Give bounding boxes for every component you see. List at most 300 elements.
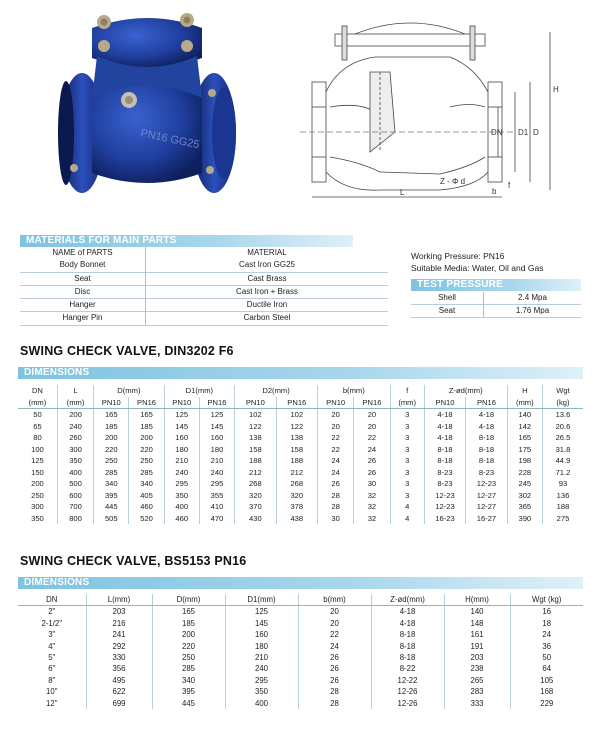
- bs-cell: 356: [86, 663, 152, 674]
- din-cell: 22: [354, 432, 390, 444]
- din-cell: 4: [390, 513, 424, 525]
- din-cell: 188: [556, 502, 570, 511]
- din-subheader-cell: PN10: [318, 397, 354, 409]
- din-subheader-cell: PN16: [199, 397, 234, 409]
- din-cell: 210: [164, 455, 199, 467]
- din-cell: 220: [129, 444, 164, 456]
- bs-cell: 220: [152, 641, 225, 652]
- din-cell: 32: [354, 501, 390, 513]
- bs-cell: 24: [298, 641, 371, 652]
- din-cell: 140: [507, 409, 542, 421]
- din-header-cell: H: [507, 385, 542, 397]
- material-value: Cast Iron + Brass: [146, 285, 389, 298]
- bs-cell: 6": [18, 663, 86, 674]
- material-value: Carbon Steel: [146, 312, 389, 325]
- bs-cell: 4-18: [371, 606, 444, 618]
- bs-table-row: [18, 663, 583, 674]
- din-table-row: [18, 478, 583, 490]
- din-title: SWING CHECK VALVE, DIN3202 F6: [20, 344, 234, 358]
- bs-cell: 445: [152, 698, 225, 709]
- bs-header-cell: Wgt (kg): [510, 594, 583, 606]
- din-cell: 200: [57, 409, 93, 421]
- bs-cell: 295: [225, 675, 298, 686]
- din-cell: 8-23: [466, 467, 507, 479]
- din-cell: 26: [354, 467, 390, 479]
- din-cell: 8-18: [424, 455, 465, 467]
- bs-cell: 283: [444, 686, 510, 697]
- bs-table: [18, 594, 583, 709]
- din-subheader-cell: PN16: [466, 397, 507, 409]
- materials-header: MATERIALS FOR MAIN PARTS: [20, 235, 353, 247]
- bs-table-row: [18, 686, 583, 697]
- din-cell: 260: [57, 432, 93, 444]
- bs-cell: 229: [540, 698, 554, 708]
- din-table-row: [18, 444, 583, 456]
- din-header-cell: L: [57, 385, 93, 397]
- bs-cell: 125: [225, 606, 298, 618]
- din-cell: 188: [235, 455, 276, 467]
- bs-cell: 495: [86, 675, 152, 686]
- din-cell: 12-23: [466, 478, 507, 490]
- din-cell: 4-18: [424, 421, 465, 433]
- bs-cell: 145: [225, 618, 298, 629]
- suitable-media: Suitable Media: Water, Oil and Gas: [411, 263, 544, 273]
- din-cell: 175: [507, 444, 542, 456]
- bs-cell: 333: [444, 698, 510, 709]
- test-name: Shell: [411, 292, 484, 305]
- din-cell: 4: [390, 501, 424, 513]
- bs-cell: 292: [86, 641, 152, 652]
- bs-cell: 340: [152, 675, 225, 686]
- din-cell: 136: [556, 490, 570, 500]
- bs-dimensions-header: DIMENSIONS: [18, 577, 583, 589]
- din-cell: 600: [57, 490, 93, 502]
- test-value: 1.76 Mpa: [484, 305, 582, 318]
- din-cell: 26: [354, 455, 390, 467]
- bs-cell: 12-22: [371, 675, 444, 686]
- din-cell: 4-18: [424, 409, 465, 421]
- din-cell: 268: [235, 478, 276, 490]
- din-cell: 340: [129, 478, 164, 490]
- test-pressure-header: TEST PRESSURE: [411, 279, 581, 291]
- bs-cell: 622: [86, 686, 152, 697]
- din-header-cell: DN: [18, 385, 57, 397]
- bs-table-row: [18, 641, 583, 652]
- din-cell: 460: [129, 501, 164, 513]
- din-cell: 275: [556, 513, 570, 523]
- din-cell: 400: [57, 467, 93, 479]
- dim-label-D1: D1: [518, 128, 529, 137]
- din-cell: 350: [18, 513, 57, 525]
- din-cell: 165: [94, 409, 129, 421]
- din-cell: 93: [558, 479, 568, 488]
- din-cell: 3: [390, 444, 424, 456]
- din-cell: 210: [199, 455, 234, 467]
- materials-row: [20, 272, 388, 285]
- bs-cell: 20: [298, 606, 371, 618]
- din-subheader-cell: PN10: [94, 397, 129, 409]
- din-cell: 8-23: [424, 467, 465, 479]
- bs-cell: 4": [18, 641, 86, 652]
- din-cell: 4-18: [466, 421, 507, 433]
- bs-cell: 28: [298, 698, 371, 709]
- din-cell: 302: [507, 490, 542, 502]
- din-cell: 300: [18, 501, 57, 513]
- test-pressure-row: [411, 292, 581, 305]
- din-cell: 30: [318, 513, 354, 525]
- din-table-row: [18, 432, 583, 444]
- din-subheader-cell: PN10: [424, 397, 465, 409]
- bs-cell: 350: [225, 686, 298, 697]
- din-table-row: [18, 421, 583, 433]
- din-cell: 8-23: [424, 478, 465, 490]
- bs-cell: 8-18: [371, 629, 444, 640]
- test-name: Seat: [411, 305, 484, 318]
- din-cell: 28: [318, 490, 354, 502]
- bs-cell: 8-18: [371, 652, 444, 663]
- materials-row: [20, 285, 388, 298]
- din-subheader-cell: (mm): [390, 397, 424, 409]
- din-cell: 370: [235, 501, 276, 513]
- bs-header-cell: D(mm): [152, 594, 225, 606]
- din-cell: 125: [18, 455, 57, 467]
- bs-table-row: [18, 618, 583, 629]
- din-cell: 505: [94, 513, 129, 525]
- din-cell: 100: [18, 444, 57, 456]
- body-marking: PN16 GG25: [139, 127, 201, 152]
- materials-col-part: NAME of PARTS: [20, 247, 146, 259]
- din-cell: 185: [94, 421, 129, 433]
- bs-cell: 240: [225, 663, 298, 674]
- din-subheader-cell: (mm): [507, 397, 542, 409]
- din-cell: 3: [390, 490, 424, 502]
- bs-header-cell: H(mm): [444, 594, 510, 606]
- din-cell: 445: [94, 501, 129, 513]
- din-cell: 240: [199, 467, 234, 479]
- material-part-name: Hanger: [20, 299, 146, 312]
- din-cell: 80: [18, 432, 57, 444]
- bs-cell: 4-18: [371, 618, 444, 629]
- din-header-cell: D1(mm): [164, 385, 234, 397]
- bs-header-cell: D1(mm): [225, 594, 298, 606]
- din-cell: 4-18: [466, 409, 507, 421]
- bs-cell: 8-22: [371, 663, 444, 674]
- bs-cell: 210: [225, 652, 298, 663]
- din-subheader-cell: (mm): [18, 397, 57, 409]
- din-cell: 145: [164, 421, 199, 433]
- test-pressure-row: [411, 305, 581, 318]
- bs-cell: 191: [444, 641, 510, 652]
- bs-cell: 203: [86, 606, 152, 618]
- din-cell: 16-27: [466, 513, 507, 525]
- din-cell: 8-18: [466, 444, 507, 456]
- din-cell: 31.8: [555, 444, 571, 454]
- din-cell: 44.9: [555, 456, 571, 465]
- din-cell: 165: [507, 432, 542, 444]
- bs-cell: 168: [540, 687, 554, 697]
- din-cell: 138: [235, 432, 276, 444]
- din-cell: 240: [57, 421, 93, 433]
- material-part-name: Disc: [20, 285, 146, 298]
- din-subheader-cell: PN16: [129, 397, 164, 409]
- bs-table-row: [18, 629, 583, 640]
- din-cell: 185: [129, 421, 164, 433]
- din-cell: 198: [507, 455, 542, 467]
- din-cell: 200: [94, 432, 129, 444]
- bs-cell: 395: [152, 686, 225, 697]
- bs-cell: 36: [542, 641, 552, 651]
- din-cell: 180: [164, 444, 199, 456]
- din-table-row: [18, 490, 583, 502]
- din-cell: 365: [507, 501, 542, 513]
- bs-cell: 3": [18, 629, 86, 640]
- din-cell: 8-18: [466, 432, 507, 444]
- din-cell: 350: [164, 490, 199, 502]
- working-pressure: Working Pressure: PN16: [411, 251, 505, 261]
- bs-cell: 26: [298, 652, 371, 663]
- din-cell: 245: [507, 478, 542, 490]
- din-cell: 22: [318, 444, 354, 456]
- bs-cell: 12": [18, 698, 86, 709]
- din-cell: 30: [354, 478, 390, 490]
- din-cell: 212: [235, 467, 276, 479]
- dim-label-H: H: [553, 85, 559, 94]
- din-cell: 3: [390, 478, 424, 490]
- din-cell: 520: [129, 513, 164, 525]
- din-cell: 150: [18, 467, 57, 479]
- din-subheader-cell: PN16: [354, 397, 390, 409]
- bs-cell: 5": [18, 652, 86, 663]
- din-cell: 390: [507, 513, 542, 525]
- din-cell: 26: [318, 478, 354, 490]
- bs-table-row: [18, 675, 583, 686]
- bs-table-row: [18, 606, 583, 618]
- din-cell: 355: [199, 490, 234, 502]
- din-dimensions-header: DIMENSIONS: [18, 367, 583, 379]
- din-cell: 142: [507, 421, 542, 433]
- bs-header-cell: L(mm): [86, 594, 152, 606]
- materials-row: [20, 299, 388, 312]
- din-cell: 165: [129, 409, 164, 421]
- din-cell: 320: [276, 490, 317, 502]
- materials-col-material: MATERIAL: [247, 248, 287, 257]
- din-cell: 250: [129, 455, 164, 467]
- bs-cell: 238: [444, 663, 510, 674]
- bs-cell: 8-18: [371, 641, 444, 652]
- din-cell: 3: [390, 432, 424, 444]
- din-cell: 32: [354, 490, 390, 502]
- din-cell: 285: [94, 467, 129, 479]
- din-cell: 8-18: [424, 444, 465, 456]
- bs-table-row: [18, 652, 583, 663]
- din-cell: 32: [354, 513, 390, 525]
- din-cell: 16-23: [424, 513, 465, 525]
- bs-title: SWING CHECK VALVE, BS5153 PN16: [20, 554, 247, 568]
- bs-cell: 185: [152, 618, 225, 629]
- din-cell: 250: [94, 455, 129, 467]
- din-header-cell: Z-ød(mm): [424, 385, 507, 397]
- din-cell: 350: [57, 455, 93, 467]
- din-cell: 122: [235, 421, 276, 433]
- bs-header-cell: Z-ød(mm): [371, 594, 444, 606]
- din-cell: 800: [57, 513, 93, 525]
- din-cell: 295: [199, 478, 234, 490]
- din-cell: 20: [318, 421, 354, 433]
- bs-cell: 20: [298, 618, 371, 629]
- din-cell: 400: [164, 501, 199, 513]
- material-part-name: Hanger Pin: [20, 312, 146, 325]
- dim-label-D: D: [533, 128, 539, 137]
- din-cell: 240: [164, 467, 199, 479]
- din-cell: 300: [57, 444, 93, 456]
- din-cell: 138: [276, 432, 317, 444]
- bs-header-cell: DN: [18, 594, 86, 606]
- bs-cell: 22: [298, 629, 371, 640]
- dim-label-b: b: [492, 187, 497, 196]
- din-table-row: [18, 513, 583, 525]
- din-cell: 3: [390, 409, 424, 421]
- test-value: 2.4 Mpa: [484, 292, 582, 305]
- din-cell: 145: [199, 421, 234, 433]
- din-cell: 20: [354, 409, 390, 421]
- din-cell: 160: [199, 432, 234, 444]
- din-header-cell: b(mm): [318, 385, 391, 397]
- din-cell: 180: [199, 444, 234, 456]
- din-cell: 4-18: [424, 432, 465, 444]
- din-cell: 3: [390, 421, 424, 433]
- din-cell: 320: [235, 490, 276, 502]
- din-cell: 20: [318, 409, 354, 421]
- bs-cell: 12-26: [371, 686, 444, 697]
- bs-cell: 26: [298, 663, 371, 674]
- din-cell: 24: [318, 455, 354, 467]
- din-cell: 160: [164, 432, 199, 444]
- bs-cell: 16: [542, 607, 552, 617]
- din-cell: 228: [507, 467, 542, 479]
- bs-cell: 2-1/2": [18, 618, 86, 629]
- bs-cell: 160: [225, 629, 298, 640]
- din-cell: 122: [276, 421, 317, 433]
- din-cell: 102: [276, 409, 317, 421]
- materials-row: [20, 259, 388, 272]
- material-value: Cast Brass: [146, 272, 389, 285]
- din-header-cell: D(mm): [94, 385, 164, 397]
- din-cell: 22: [318, 432, 354, 444]
- din-cell: 700: [57, 501, 93, 513]
- din-cell: 13.6: [555, 410, 571, 419]
- din-cell: 12-27: [466, 501, 507, 513]
- bs-cell: 12-26: [371, 698, 444, 709]
- din-cell: 102: [235, 409, 276, 421]
- material-value: Cast Iron GG25: [146, 259, 389, 272]
- bs-cell: 216: [86, 618, 152, 629]
- bs-cell: 180: [225, 641, 298, 652]
- din-table-row: [18, 455, 583, 467]
- din-cell: 268: [276, 478, 317, 490]
- din-subheader-cell: PN10: [164, 397, 199, 409]
- bs-cell: 26: [298, 675, 371, 686]
- bs-cell: 24: [542, 630, 552, 640]
- bs-cell: 148: [444, 618, 510, 629]
- din-cell: 71.2: [555, 467, 571, 477]
- bs-table-row: [18, 698, 583, 709]
- bs-cell: 285: [152, 663, 225, 674]
- din-table-row: [18, 501, 583, 513]
- din-header-cell: Wgt: [556, 386, 570, 395]
- din-cell: 125: [199, 409, 234, 421]
- din-cell: 500: [57, 478, 93, 490]
- din-cell: 12-27: [466, 490, 507, 502]
- din-table-row: [18, 467, 583, 479]
- din-cell: 3: [390, 467, 424, 479]
- bs-cell: 265: [444, 675, 510, 686]
- din-cell: 410: [199, 501, 234, 513]
- dim-label-L: L: [400, 188, 405, 197]
- bs-cell: 28: [298, 686, 371, 697]
- din-cell: 395: [94, 490, 129, 502]
- din-cell: 125: [164, 409, 199, 421]
- din-cell: 285: [129, 467, 164, 479]
- bs-cell: 140: [444, 606, 510, 618]
- din-subheader-cell: (kg): [542, 397, 583, 409]
- din-cell: 24: [354, 444, 390, 456]
- bs-cell: 18: [542, 618, 552, 628]
- bs-cell: 8": [18, 675, 86, 686]
- materials-table: [20, 247, 388, 326]
- test-pressure-table: [411, 292, 581, 318]
- din-cell: 158: [235, 444, 276, 456]
- din-header-cell: D2(mm): [235, 385, 318, 397]
- bs-cell: 400: [225, 698, 298, 709]
- din-cell: 200: [129, 432, 164, 444]
- materials-row: [20, 312, 388, 325]
- din-cell: 158: [276, 444, 317, 456]
- bs-cell: 105: [540, 675, 554, 685]
- bs-cell: 165: [152, 606, 225, 618]
- bs-cell: 10": [18, 686, 86, 697]
- bs-cell: 2": [18, 606, 86, 618]
- din-cell: 200: [18, 478, 57, 490]
- din-cell: 250: [18, 490, 57, 502]
- din-cell: 470: [199, 513, 234, 525]
- dim-label-zd: Z - Φ d: [440, 177, 466, 186]
- din-cell: 24: [318, 467, 354, 479]
- din-cell: 3: [390, 455, 424, 467]
- dim-label-DN: DN: [491, 128, 503, 137]
- din-cell: 340: [94, 478, 129, 490]
- din-table: [18, 385, 583, 524]
- din-cell: 8-18: [466, 455, 507, 467]
- din-cell: 212: [276, 467, 317, 479]
- bs-cell: 203: [444, 652, 510, 663]
- din-cell: 430: [235, 513, 276, 525]
- din-cell: 20: [354, 421, 390, 433]
- bs-cell: 200: [152, 629, 225, 640]
- bs-cell: 50: [542, 653, 552, 663]
- bs-cell: 699: [86, 698, 152, 709]
- din-cell: 220: [94, 444, 129, 456]
- din-header-cell: f: [390, 385, 424, 397]
- material-value: Ductile Iron: [146, 299, 389, 312]
- din-table-row: [18, 409, 583, 421]
- din-cell: 295: [164, 478, 199, 490]
- bs-cell: 241: [86, 629, 152, 640]
- bs-cell: 161: [444, 629, 510, 640]
- din-cell: 188: [276, 455, 317, 467]
- din-cell: 405: [129, 490, 164, 502]
- din-cell: 20.6: [555, 421, 571, 431]
- bs-header-cell: b(mm): [298, 594, 371, 606]
